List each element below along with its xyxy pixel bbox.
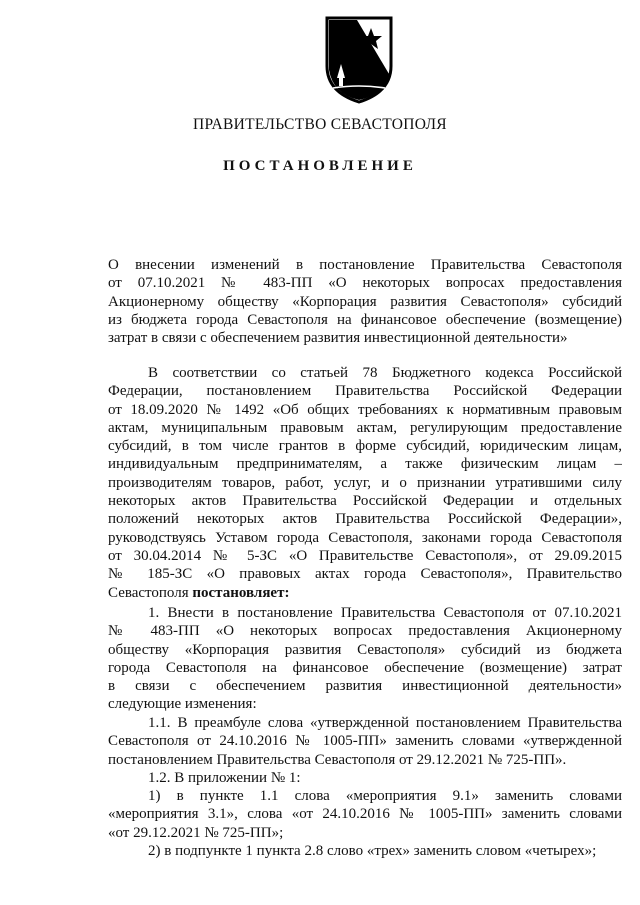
preamble-line: № 185-ЗС «О правовых актах города Севастополя», Правительство <box>108 566 622 583</box>
preamble-line: индивидуальным предпринимателям, а также физическим лицам – <box>108 456 622 473</box>
title-line: от 07.10.2021 № 483-ПП «О некоторых вопросах предоставления <box>108 275 622 292</box>
preamble-line: актам, муниципальным правовым актам, регулирующим предоставление <box>108 419 622 436</box>
subitem-1-line: 1) в пункте 1.1 слова «мероприятия 9.1» заменить словами <box>148 788 622 804</box>
government-name: ПРАВИТЕЛЬСТВО СЕВАСТОПОЛЯ <box>193 116 447 133</box>
item-1-line: следующие изменения: <box>108 696 257 713</box>
preamble-line: В соответствии со статьей 78 Бюджетного кодекса Российской <box>148 365 622 381</box>
item-1-2-heading: 1.2. В приложении № 1: <box>148 770 301 786</box>
preamble-line: от 18.09.2020 № 1492 «Об общих требованиях к нормативным правовым <box>108 401 622 418</box>
preamble-line: руководствуясь Уставом города Севастополя, законами города Севастополя <box>108 529 622 546</box>
title-line: из бюджета города Севастополя на финансовое обеспечение (возмещение) <box>108 311 622 328</box>
item-1-1-line: 1.1. В преамбуле слова «утвержденной постановлением Правительства <box>148 715 622 731</box>
subitem-1-line: «мероприятия 3.1», слова «от 24.10.2016 № 1005-ПП» заменить словами <box>108 806 622 823</box>
item-1-line: 1. Внести в постановление Правительства Севастополя от 07.10.2021 <box>148 605 622 621</box>
item-1-2-subitem-1 <box>108 787 622 842</box>
item-1-2-subitem-2 <box>108 842 622 860</box>
item-1-line: города Севастополя на финансовое обеспечение (возмещение) затрат <box>108 659 622 676</box>
preamble-line: производителям товаров, работ, услуг, и о признании утратившими силу <box>108 474 622 491</box>
preamble-line: от 30.04.2014 № 5-ЗС «О Правительстве Севастополя», от 29.09.2015 <box>108 547 622 564</box>
item-1-2-paragraph <box>108 769 622 787</box>
resolves-keyword: постановляет: <box>192 584 290 601</box>
subitem-2-line: 2) в подпункте 1 пункта 2.8 слово «трех» заменить словом «четырех»; <box>148 843 597 859</box>
subitem-1-line: «от 29.12.2021 № 725-ПП»; <box>108 824 284 841</box>
preamble-end-text: Севастополя <box>108 584 193 601</box>
item-1-line: № 483-ПП «О некоторых вопросах предоставления Акционерному <box>108 623 622 640</box>
preamble-line: некоторых актов Правительства Российской Федерации и отдельных <box>108 493 622 510</box>
item-1-1-paragraph <box>108 714 622 769</box>
sevastopol-coat-of-arms-icon <box>323 14 395 104</box>
item-1-1-line: Севастополя от 24.10.2016 № 1005-ПП» заменить словами «утвержденной <box>108 733 622 750</box>
item-1-paragraph <box>108 604 622 714</box>
item-1-line: обществу «Корпорация развития Севастополя» субсидий из бюджета <box>108 641 622 658</box>
preamble-paragraph <box>108 364 622 602</box>
document-type-title: ПОСТАНОВЛЕНИЕ <box>223 158 417 174</box>
title-line: Акционерному обществу «Корпорация развития Севастополя» субсидий <box>108 293 622 310</box>
document-title-block <box>108 256 622 347</box>
title-line: затрат в связи с обеспечением развития инвестиционной деятельности» <box>108 330 568 347</box>
preamble-line: положений некоторых актов Правительства Российской Федерации», <box>108 511 622 528</box>
title-line: О внесении изменений в постановление Правительства Севастополя <box>108 257 622 273</box>
item-1-line: в связи с обеспечением развития инвестиционной деятельности» <box>108 678 622 695</box>
preamble-line <box>108 584 622 602</box>
item-1-1-line: постановлением Правительства Севастополя от 29.12.2021 № 725-ПП». <box>108 751 567 768</box>
preamble-line: Федерации, постановлением Правительства Российской Федерации <box>108 383 622 400</box>
preamble-line: субсидий, в том числе грантов в форме субсидий, юридическим лицам, <box>108 438 622 455</box>
